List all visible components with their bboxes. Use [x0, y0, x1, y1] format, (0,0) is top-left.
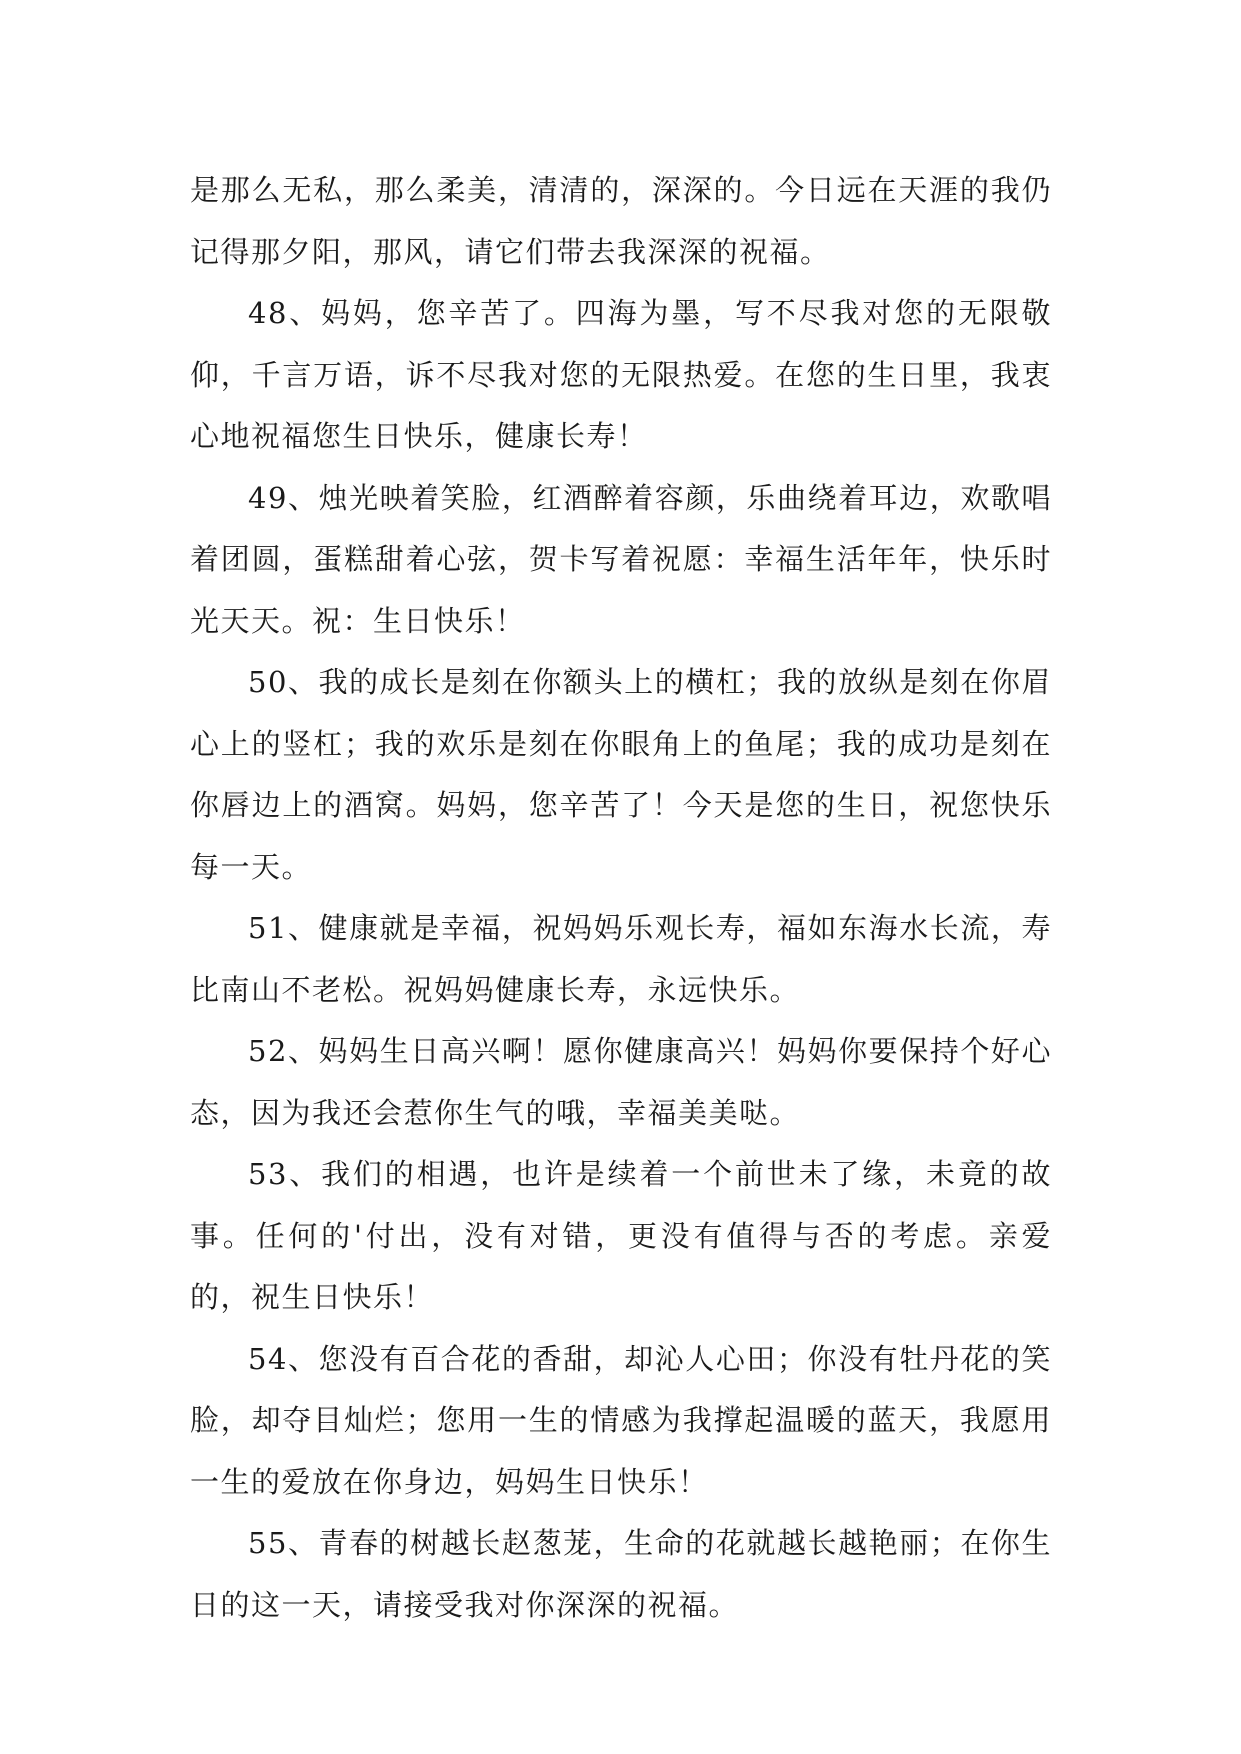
- paragraph-51: 51、健康就是幸福，祝妈妈乐观长寿，福如东海水长流，寿比南山不老松。祝妈妈健康长寿，永远快乐。: [190, 911, 1052, 1007]
- paragraph-48: 48、妈妈，您辛苦了。四海为墨，写不尽我对您的无限敬仰，千言万语，诉不尽我对您的无限热爱。在您的生日里，我衷心地祝福您生日快乐，健康长寿！: [190, 296, 1052, 453]
- document-body: [190, 160, 1052, 1636]
- paragraph-54: 54、您没有百合花的香甜，却沁人心田；你没有牡丹花的笑脸，却夺目灿烂；您用一生的情感为我撑起温暖的蓝天，我愿用一生的爱放在你身边，妈妈生日快乐！: [190, 1341, 1052, 1499]
- paragraph-49: 49、烛光映着笑脸，红酒醉着容颜，乐曲绕着耳边，欢歌唱着团圆，蛋糕甜着心弦，贺卡写着祝愿：幸福生活年年，快乐时光天天。祝：生日快乐！: [190, 480, 1052, 638]
- paragraph-50: 50、我的成长是刻在你额头上的横杠；我的放纵是刻在你眉心上的竖杠；我的欢乐是刻在你眼角上的鱼尾；我的成功是刻在你唇边上的酒窝。妈妈，您辛苦了！今天是您的生日，祝您快乐每一天。: [190, 665, 1052, 884]
- paragraph-55: 55、青春的树越长赵葱茏，生命的花就越长越艳丽；在你生日的这一天，请接受我对你深深的祝福。: [190, 1526, 1052, 1622]
- paragraph-continuation: 是那么无私，那么柔美，清清的，深深的。今日远在天涯的我仍记得那夕阳，那风，请它们带去我深深的祝福。: [190, 173, 1052, 269]
- paragraph-53: 53、我们的相遇，也许是续着一个前世未了缘，未竟的故事。任何的'付出，没有对错，更没有值得与否的考虑。亲爱的，祝生日快乐！: [190, 1157, 1052, 1314]
- paragraph-52: 52、妈妈生日高兴啊！愿你健康高兴！妈妈你要保持个好心态，因为我还会惹你生气的哦，幸福美美哒。: [190, 1034, 1052, 1130]
